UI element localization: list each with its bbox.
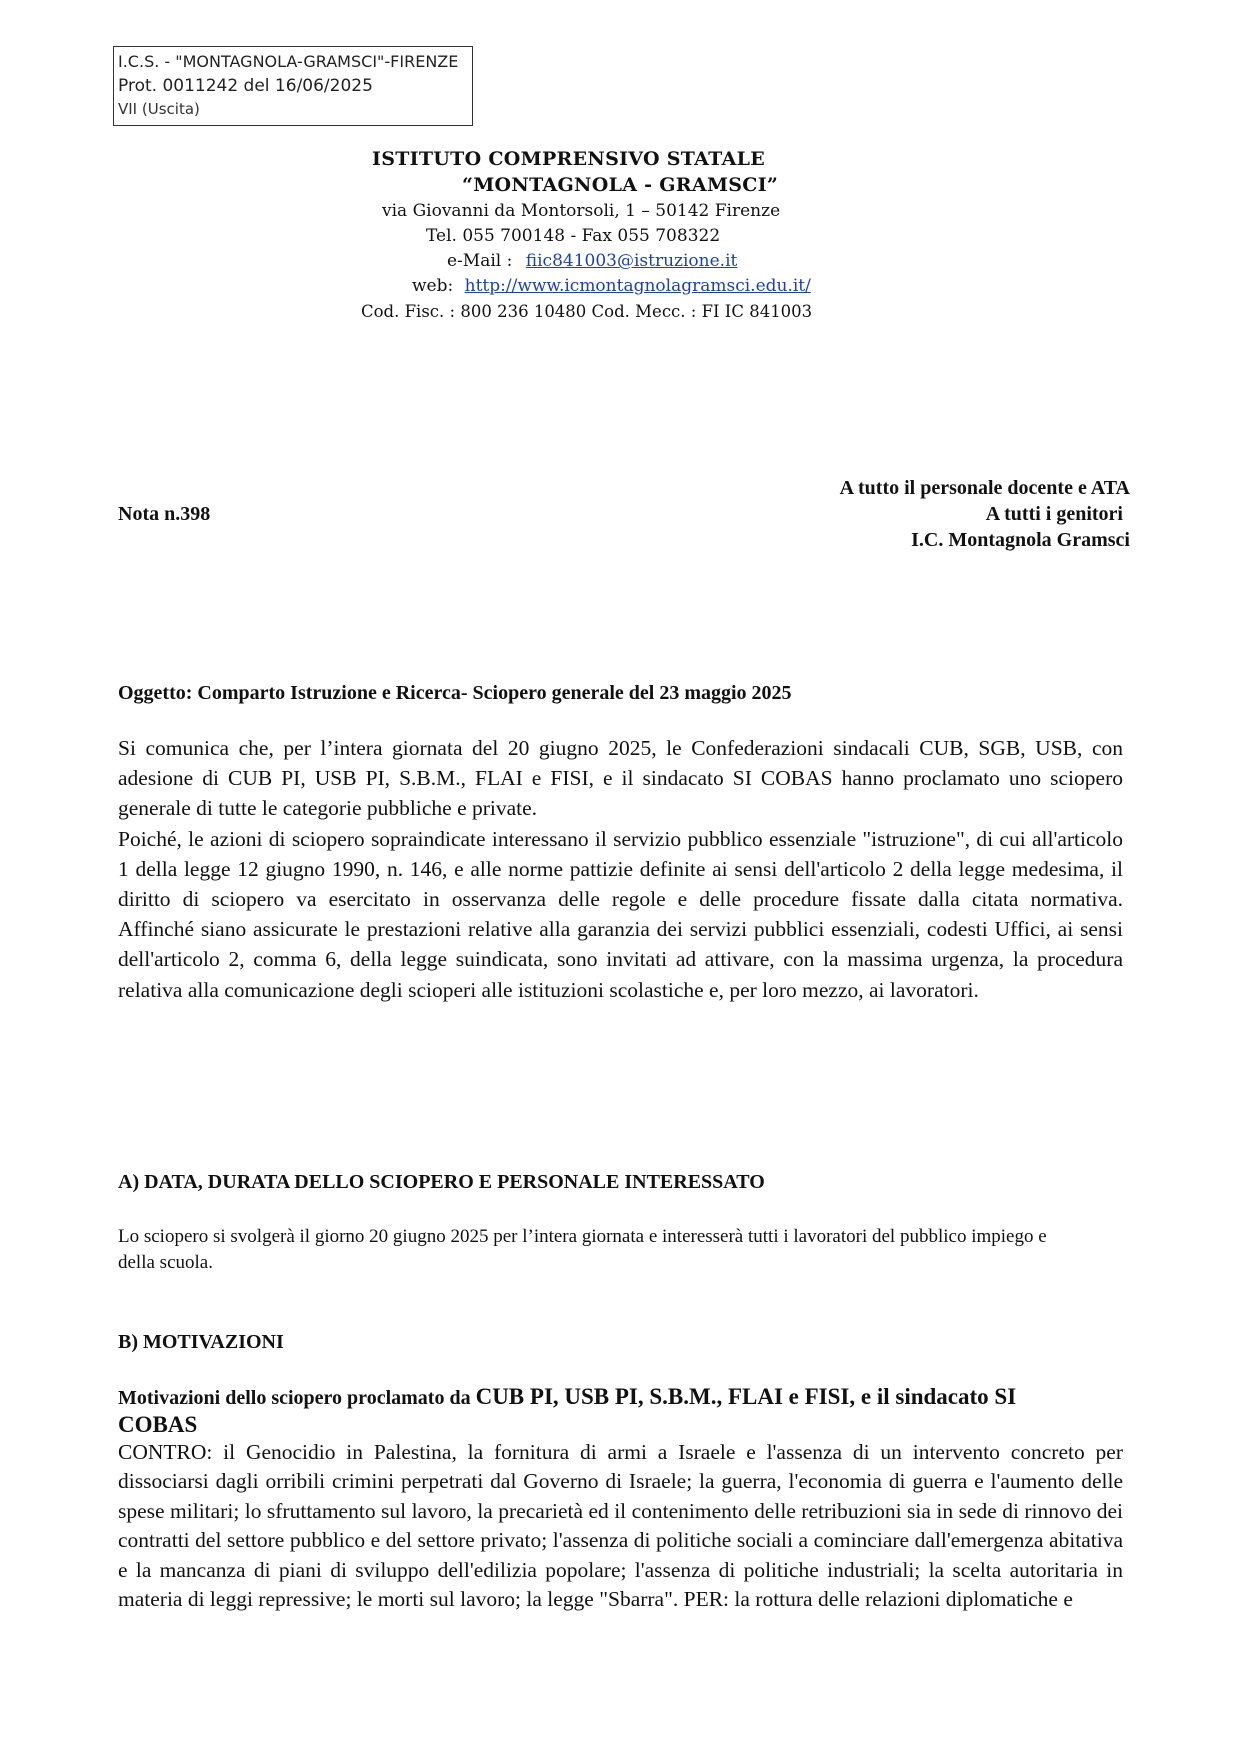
section-a-title: A) DATA, DURATA DELLO SCIOPERO E PERSONALE INTERESSATO bbox=[118, 1171, 765, 1193]
section-b-subtitle-intro: Motivazioni dello sciopero proclamato da bbox=[118, 1387, 476, 1409]
web-link[interactable]: http://www.icmontagnolagramsci.edu.it/ bbox=[464, 276, 811, 296]
section-b-subtitle bbox=[118, 1384, 1016, 1410]
section-b-subtitle-cont: COBAS bbox=[118, 1412, 198, 1437]
school-email-line bbox=[447, 251, 737, 271]
protocol-number: Prot. 0011242 del 16/06/2025 bbox=[118, 76, 373, 96]
subject-line: Oggetto: Comparto Istruzione e Ricerca- Sciopero generale del 23 maggio 2025 bbox=[118, 682, 792, 704]
section-a-text: Lo sciopero si svolgerà il giorno 20 giugno 2025 per l’intera giornata e interesserà tutti i lavoratori del pubblico impiego e della scuola. bbox=[118, 1226, 1047, 1273]
protocol-category: VII (Uscita) bbox=[118, 100, 200, 118]
section-b-subtitle-unions: CUB PI, USB PI, S.B.M., FLAI e FISI, e il sindacato SI bbox=[475, 1384, 1017, 1409]
body-paragraph-3: Affinché siano assicurate le prestazioni relative alla garanzia dei servizi pubblici essenziali, codesti Uffici, ai sensi dell'articolo 2, comma 6, della legge suindicata, sono invitati ad attivare, con la massima urgenza, la procedura relativa alla comunicazione degli scioperi alle istituzioni scolastiche e, per loro mezzo, ai lavoratori. bbox=[118, 917, 1123, 1002]
note-number: Nota n.398 bbox=[118, 503, 211, 525]
recipient-staff: A tutto il personale docente e ATA bbox=[839, 477, 1130, 499]
section-b-title: B) MOTIVAZIONI bbox=[118, 1331, 284, 1353]
school-name-line1: ISTITUTO COMPRENSIVO STATALE bbox=[372, 148, 766, 170]
body-text bbox=[118, 733, 1123, 1005]
body-paragraph-1: Si comunica che, per l’intera giornata del 20 giugno 2025, le Confederazioni sindacali CUB, SGB, USB, con adesione di CUB PI, USB PI, S.B.M., FLAI e FISI, e il sindacato SI COBAS hanno proclamato uno sciopero generale di tutte le categorie pubbliche e private. bbox=[118, 736, 1123, 821]
protocol-school: I.C.S. - "MONTAGNOLA-GRAMSCI"-FIRENZE bbox=[118, 52, 459, 71]
section-b-text: CONTRO: il Genocidio in Palestina, la fornitura di armi a Israele e l'assenza di un intervento concreto per dissociarsi dagli orribili crimini perpetrati dal Governo di Israele; la guerra, l'economia di guerra e l'aumento delle spese militari; lo sfruttamento sul lavoro, la precarietà ed il contenimento delle retribuzioni sia in sede di rinnovo dei contratti del settore pubblico e del settore privato; l'assenza di politiche sociali a cominciare dall'emergenza abitativa e la mancanza di piani di sviluppo dell'edilizia popolare; l'assenza di politiche industriali; la scelta autoritaria in materia di leggi repressive; le morti sul lavoro; la legge "Sbarra". PER: la rottura delle relazioni diplomatiche e bbox=[118, 1440, 1123, 1612]
school-name-line2: “MONTAGNOLA - GRAMSCI” bbox=[462, 174, 779, 196]
school-phone: Tel. 055 700148 - Fax 055 708322 bbox=[426, 226, 721, 246]
web-label: web: bbox=[412, 276, 454, 296]
body-paragraph-2: Poiché, le azioni di sciopero sopraindicate interessano il servizio pubblico essenziale "istruzione", di cui all'articolo 1 della legge 12 giugno 1990, n. 146, e alle norme pattizie definite ai sensi dell'articolo 2 della legge medesima, il diritto di sciopero va esercitato in osservanza delle regole e delle procedure fissate dalla citata normativa. bbox=[118, 826, 1123, 912]
school-web-line bbox=[412, 276, 811, 296]
recipient-parents: A tutti i genitori bbox=[985, 503, 1123, 525]
email-label: e-Mail : bbox=[447, 251, 513, 271]
school-codes: Cod. Fisc. : 800 236 10480 Cod. Mecc. : FI IC 841003 bbox=[361, 302, 813, 321]
email-link[interactable]: fiic841003@istruzione.it bbox=[525, 251, 738, 271]
recipient-school: I.C. Montagnola Gramsci bbox=[911, 529, 1130, 551]
school-address: via Giovanni da Montorsoli, 1 – 50142 Firenze bbox=[382, 201, 781, 221]
protocol-stamp bbox=[113, 46, 473, 126]
